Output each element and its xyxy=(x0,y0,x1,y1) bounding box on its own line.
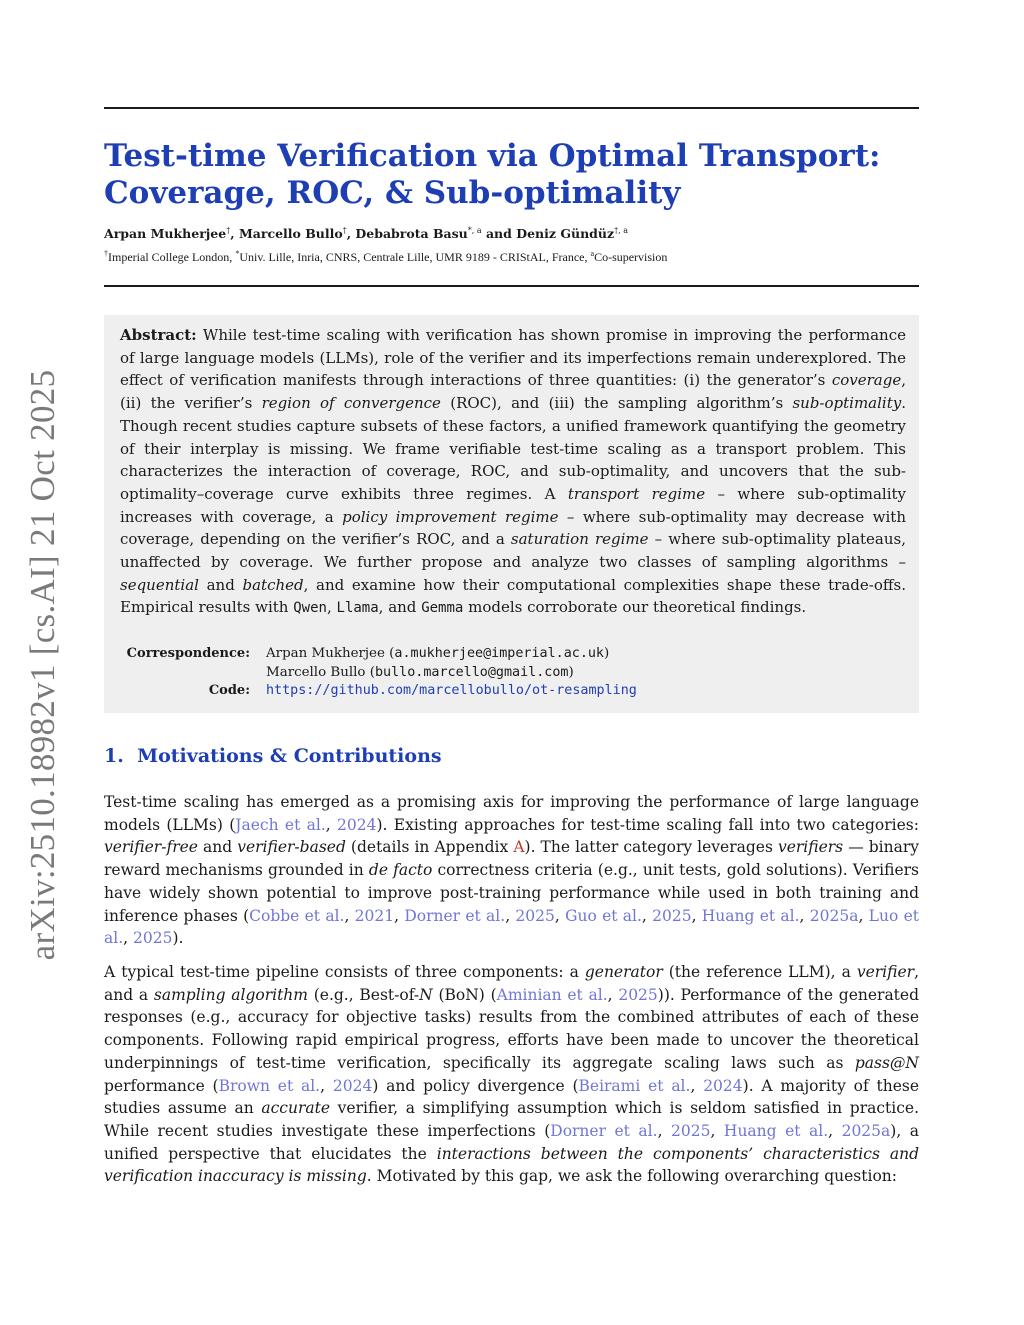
author-name: Deniz Gündüz xyxy=(516,226,615,242)
citation-year-link[interactable]: 2024 xyxy=(703,1076,743,1095)
citation-year-link[interactable]: 2025a xyxy=(841,1121,891,1140)
email-link[interactable]: bullo.marcello@gmail.com xyxy=(374,664,569,680)
body-paragraph-1: Test-time scaling has emerged as a promising axis for improving the performance of large language models (LLMs) (Jaech et al., 2024). Existing approaches for test-time scaling fall into two categories: verifier-free and verifier-based (details in Appendix A). The latter category leverages verifiers — binary reward mechanisms grounded in de facto correctness criteria (e.g., unit tests, gold solutions). Verifiers have widely shown potential to improve post-training performance while used in both training and inference phases (Cobbe et al., 2021, Dorner et al., 2025, Guo et al., 2025, Huang et al., 2025a, Luo et al., 2025). xyxy=(104,793,920,948)
author-mark: *, a xyxy=(467,226,482,235)
citation-year-link[interactable]: 2025 xyxy=(515,906,555,925)
body-paragraph-2: A typical test-time pipeline consists of three components: a generator (the reference LLM), a verifier, and a sampling algorithm (e.g., Best-of-N (BoN) (Aminian et al., 2025)). Performance of the generated responses (e.g., accuracy for objective tasks) results from the combined attributes of each of these components. Following rapid empirical progress, efforts have been made to uncover the theoretical underpinnings of test-time verification, specifically its aggregate scaling laws such as pass@N performance (Brown et al., 2024) and policy divergence (Beirami et al., 2024). A majority of these studies assume an accurate verifier, a simplifying assumption which is seldom satisfied in practice. While recent studies investigate these imperfections (Dorner et al., 2025, Huang et al., 2025a), a unified perspective that elucidates the interactions between the components’ characteristics and verification inaccuracy is missing. Motivated by this gap, we ask the following overarching question: xyxy=(104,963,920,1186)
correspondence-label: Correspondence: xyxy=(126,646,250,661)
model-name: Qwen xyxy=(293,600,327,617)
citation-link[interactable]: Dorner et al. xyxy=(550,1121,658,1140)
author-mark: † xyxy=(342,226,347,235)
model-name: Llama xyxy=(336,600,379,617)
arxiv-stamp: arXiv:2510.18982v1 [cs.AI] 21 Oct 2025 xyxy=(23,369,62,961)
citation-link[interactable]: Guo et al. xyxy=(565,906,642,925)
math-pass-at-n: pass@N xyxy=(854,1053,919,1072)
author-list: Arpan Mukherjee†, Marcello Bullo†, Debabrota Basu$^{*, a}$ and Deniz Gündüz$^{\dagger, a}$ xyxy=(104,226,628,242)
metadata-grid xyxy=(120,645,906,701)
citation-year-link[interactable]: 2021 xyxy=(354,906,395,925)
citation-link[interactable]: Dorner et al. xyxy=(404,906,506,925)
abstract-text: Abstract: While test-time scaling with verification has shown promise in improving the performance of large language models (LLMs), role of the verifier and its imperfections remain underexplored. The effect of verification manifests through interactions of three quantities: (i) the generator’s coverage, (ii) the verifier’s region of convergence (ROC), and (iii) the sampling algorithm’s sub-optimality. Though recent studies capture subsets of these factors, a unified framework quantifying the geometry of their interplay is missing. We frame verifiable test-time scaling as a transport problem. This characterizes the interaction of coverage, ROC, and sub-optimality, and uncovers that the sub-optimality–coverage curve exhibits three regimes. A transport regime – where sub-optimality increases with coverage, a policy improvement regime – where sub-optimality may decrease with coverage, depending on the verifier’s ROC, and a saturation regime – where sub-optimality plateaus, unaffected by coverage. We further propose and analyze two classes of sampling algorithms – sequential and batched, and examine how their computational complexities shape these trade-offs. Empirical results with Qwen, Llama, and Gemma models corroborate our theoretical findings. xyxy=(120,326,906,617)
author-mark: †, a xyxy=(614,226,628,235)
citation-link[interactable]: Beirami et al. xyxy=(578,1076,691,1095)
citation-year-link[interactable]: 2025 xyxy=(652,906,692,925)
author-name: Debabrota Basu xyxy=(355,226,468,242)
citation-year-link[interactable]: 2025 xyxy=(671,1121,711,1140)
citation-year-link[interactable]: 2025 xyxy=(618,985,658,1004)
citation-year-link[interactable]: 2025 xyxy=(133,929,173,948)
author-mark: † xyxy=(226,226,231,235)
code-label: Code: xyxy=(208,683,250,698)
math-N: N xyxy=(419,985,433,1004)
model-name: Gemma xyxy=(421,600,464,617)
citation-link[interactable]: Huang et al. xyxy=(723,1121,829,1140)
abstract-label: Abstract: xyxy=(120,326,197,344)
citation-year-link[interactable]: 2025a xyxy=(809,906,859,925)
citation-year-link[interactable]: 2024 xyxy=(337,815,377,834)
citation-link[interactable]: Cobbe et al. xyxy=(249,906,345,925)
citation-year-link[interactable]: 2024 xyxy=(332,1076,373,1095)
appendix-link[interactable]: A xyxy=(513,838,525,857)
citation-link[interactable]: Aminian et al. xyxy=(496,985,608,1004)
affiliations: †Imperial College London, *Univ. Lille, Inria, CNRS, Centrale Lille, UMR 9189 - CRIStAL, France, $^a$Co-supervision xyxy=(104,249,668,264)
citation-link[interactable]: Brown et al. xyxy=(218,1076,321,1095)
paper-title: Test-time Verification via Optimal Transport: Coverage, ROC, & Sub-optimality xyxy=(104,138,881,211)
author-name: Marcello Bullo xyxy=(238,226,343,242)
code-url-link[interactable]: https://github.com/marcellobullo/ot-resampling xyxy=(266,683,637,698)
top-rule xyxy=(104,107,919,109)
citation-link[interactable]: Huang et al. xyxy=(701,906,800,925)
section-heading: 1. Motivations & Contributions xyxy=(104,745,442,767)
header-rule xyxy=(104,285,919,287)
citation-link[interactable]: Luo et al. xyxy=(104,906,919,948)
abstract-box xyxy=(104,315,919,713)
correspondence-line-2: Marcello Bullo (bullo.marcello@gmail.com) xyxy=(266,664,574,680)
citation-link[interactable]: Jaech et al. xyxy=(235,815,326,834)
correspondence-line-1: Arpan Mukherjee (a.mukherjee@imperial.ac.uk) xyxy=(266,646,610,661)
author-name: Arpan Mukherjee xyxy=(104,226,227,242)
email-link[interactable]: a.mukherjee@imperial.ac.uk xyxy=(394,646,604,661)
